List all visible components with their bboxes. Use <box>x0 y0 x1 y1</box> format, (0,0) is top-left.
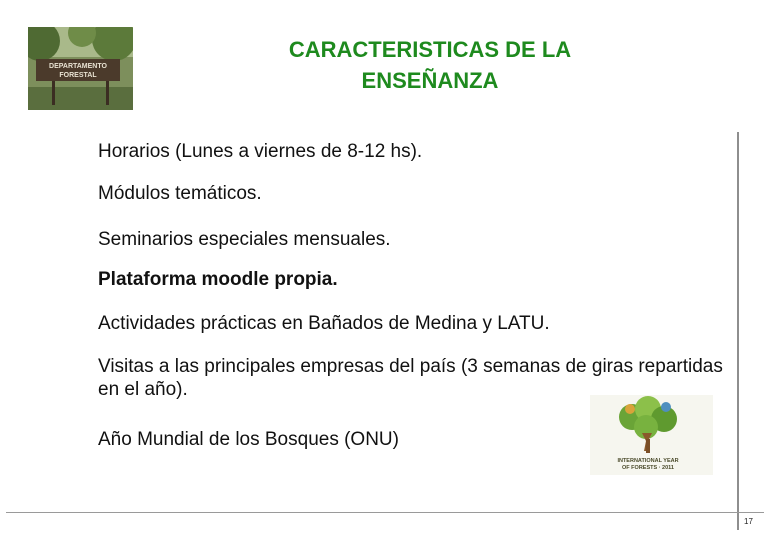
title-line1: CARACTERISTICAS DE LA <box>288 37 572 62</box>
bullet-item: Horarios (Lunes a viernes de 8-12 hs). <box>98 141 423 162</box>
sign-line2: FORESTAL <box>59 72 97 79</box>
slide-title <box>175 34 685 96</box>
bullet-item: Plataforma moodle propia. <box>98 269 338 290</box>
page-number: 17 <box>744 517 753 526</box>
bullet-item: Año Mundial de los Bosques (ONU) <box>98 429 399 450</box>
photo-graphic <box>22 27 133 110</box>
bullet-item: Visitas a las principales empresas del país (3 semanas de giras repartidas en el año). <box>98 356 723 400</box>
forestry-department-photo <box>22 27 133 110</box>
logo-caption1: INTERNATIONAL YEAR <box>617 458 679 464</box>
bullet-item: Seminarios especiales mensuales. <box>98 229 391 250</box>
logo-caption2: OF FORESTS · 2011 <box>622 465 674 471</box>
international-year-of-forests-logo <box>590 395 713 475</box>
bullet-item: Actividades prácticas en Bañados de Medina y LATU. <box>98 313 550 334</box>
footer-rule <box>6 512 764 513</box>
sign-line1: DEPARTAMENTO <box>49 63 107 70</box>
vertical-rule <box>737 132 739 530</box>
tree-logo-icon <box>590 395 713 475</box>
title-line2: ENSEÑANZA <box>361 68 499 93</box>
bullet-item: Módulos temáticos. <box>98 183 262 204</box>
